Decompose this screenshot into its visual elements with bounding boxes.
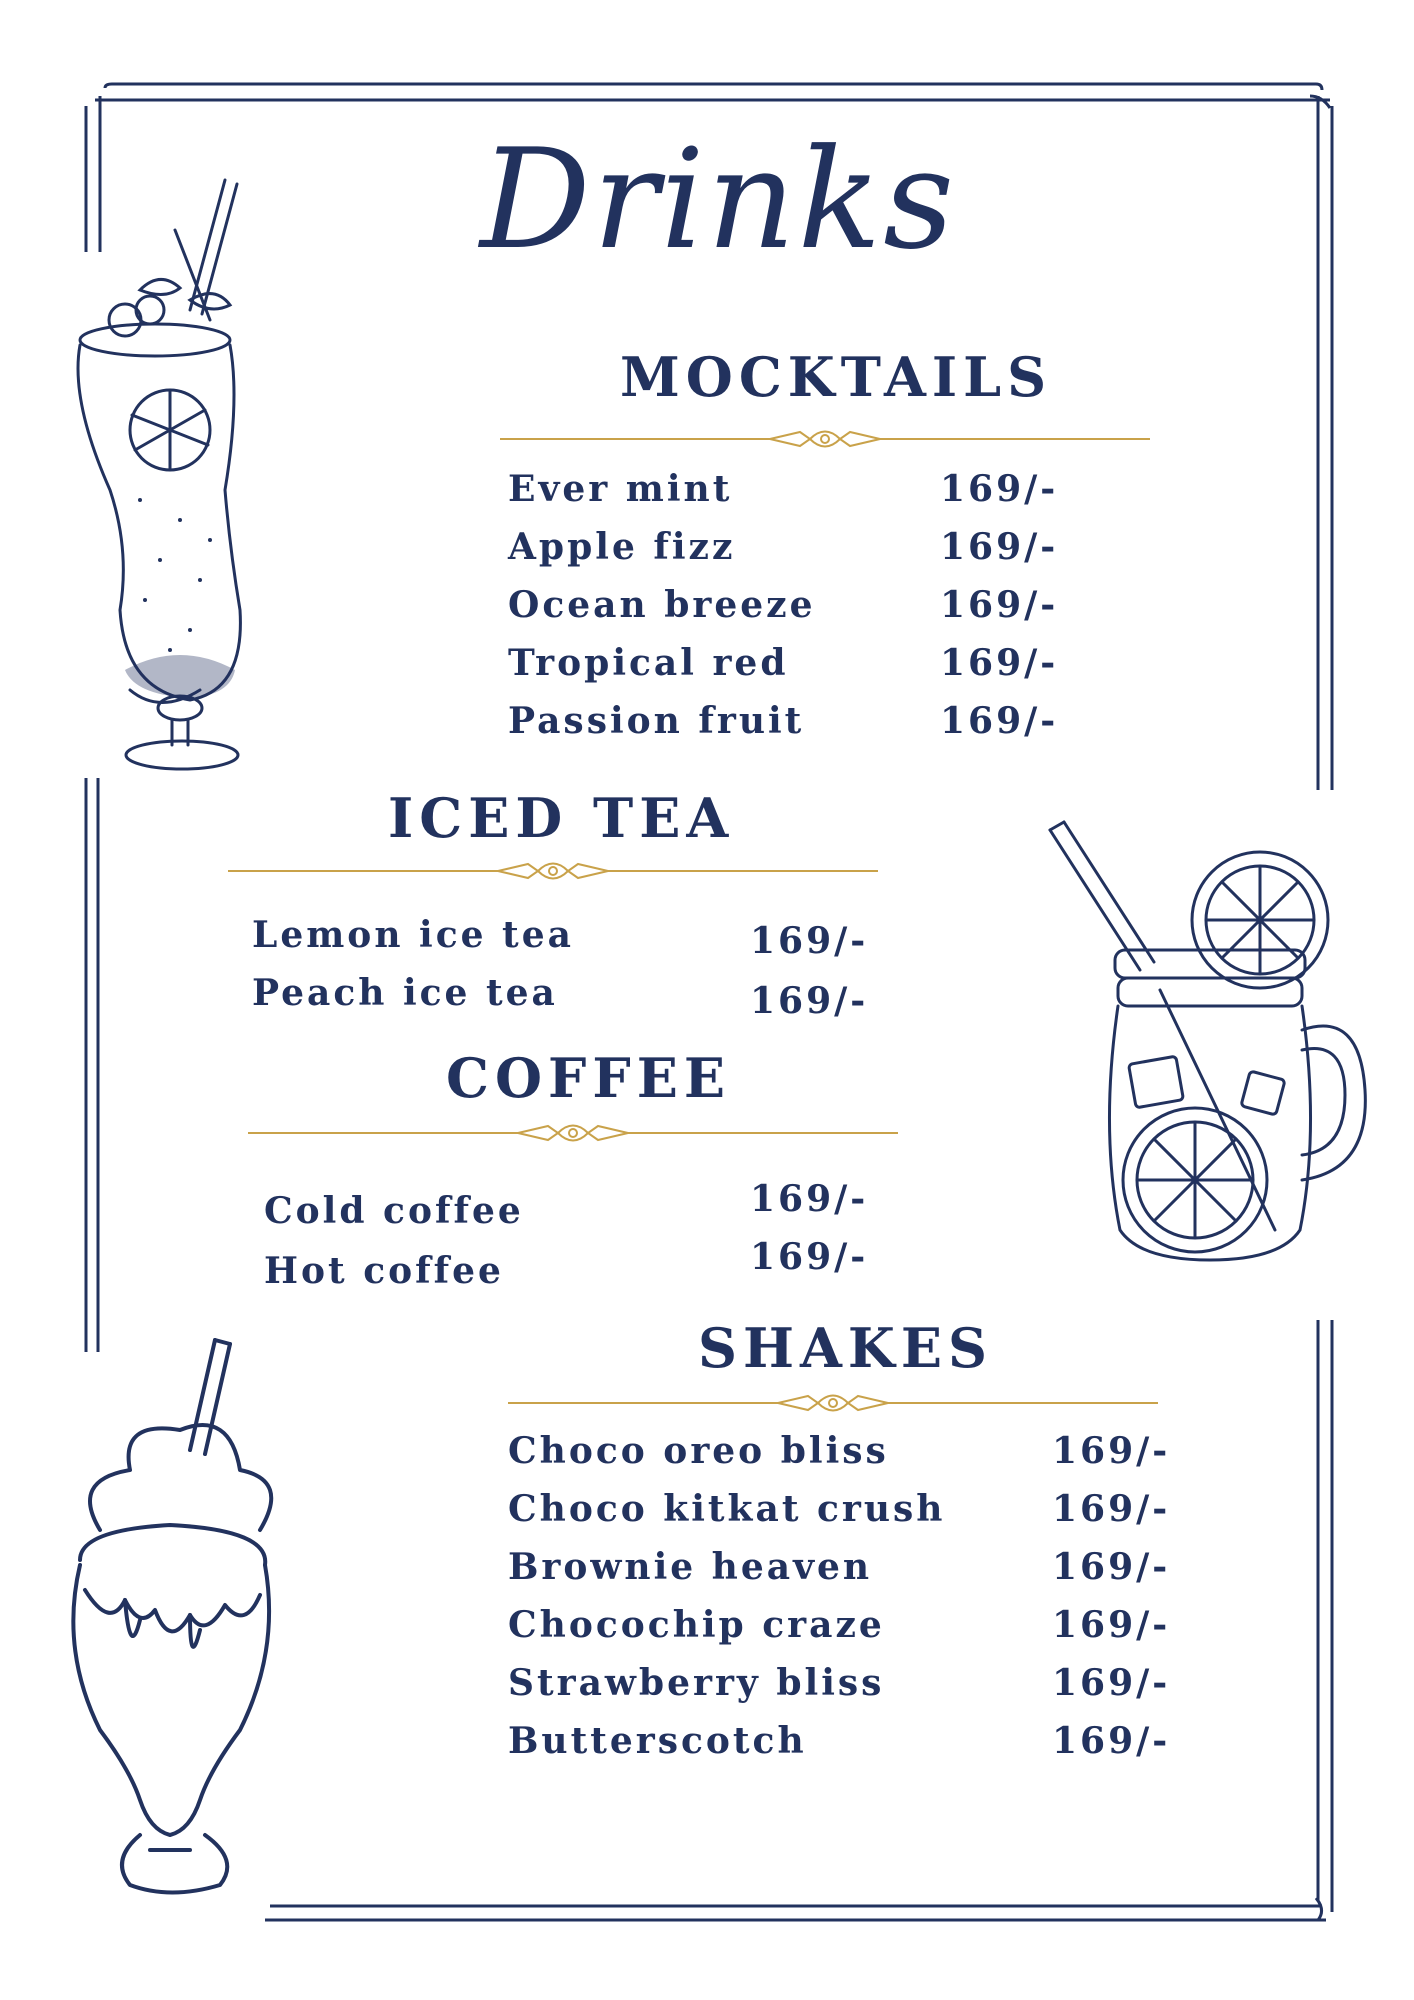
gold-divider-ornament [508,1390,1158,1416]
menu-title: Drinks [480,119,957,280]
menu-item-price: 169/- [750,1178,869,1220]
menu-item-price: 169/- [1052,1604,1171,1646]
gold-divider-ornament [500,426,1150,452]
milkshake-glass-icon [40,1330,300,1900]
section-heading-mocktails: MOCKTAILS [620,345,1053,409]
menu-item-name: Butterscotch [508,1720,807,1762]
menu-item-price: 169/- [940,700,1059,742]
menu-item-price: 169/- [1052,1488,1171,1530]
gold-divider-ornament [228,858,878,884]
menu-item-name: Chocochip craze [508,1604,885,1646]
menu-item-price: 169/- [750,920,869,962]
menu-item-name: Choco oreo bliss [508,1430,889,1472]
menu-item-name: Peach ice tea [252,972,558,1014]
menu-item-name: Ocean breeze [508,584,816,626]
gold-divider-ornament [248,1120,898,1146]
section-heading-coffee: COFFEE [446,1046,732,1110]
menu-item-price: 169/- [940,468,1059,510]
menu-item-name: Strawberry bliss [508,1662,885,1704]
menu-item-price: 169/- [750,980,869,1022]
menu-item-price: 169/- [1052,1430,1171,1472]
cocktail-glass-icon [40,170,280,780]
menu-item-price: 169/- [1052,1720,1171,1762]
menu-item-price: 169/- [750,1236,869,1278]
menu-item-name: Lemon ice tea [252,914,574,956]
menu-item-name: Cold coffee [264,1190,524,1232]
menu-item-price: 169/- [1052,1662,1171,1704]
menu-item-name: Hot coffee [264,1250,504,1292]
menu-item-price: 169/- [1052,1546,1171,1588]
section-heading-shakes: SHAKES [698,1316,994,1380]
menu-item-price: 169/- [940,526,1059,568]
menu-item-name: Tropical red [508,642,789,684]
mason-jar-iced-tea-icon [1040,810,1390,1270]
menu-item-name: Apple fizz [508,526,736,568]
menu-item-name: Choco kitkat crush [508,1488,946,1530]
menu-item-name: Passion fruit [508,700,805,742]
menu-item-price: 169/- [940,642,1059,684]
menu-item-name: Brownie heaven [508,1546,873,1588]
menu-item-price: 169/- [940,584,1059,626]
section-heading-iced-tea: ICED TEA [388,786,735,850]
menu-item-name: Ever mint [508,468,733,510]
